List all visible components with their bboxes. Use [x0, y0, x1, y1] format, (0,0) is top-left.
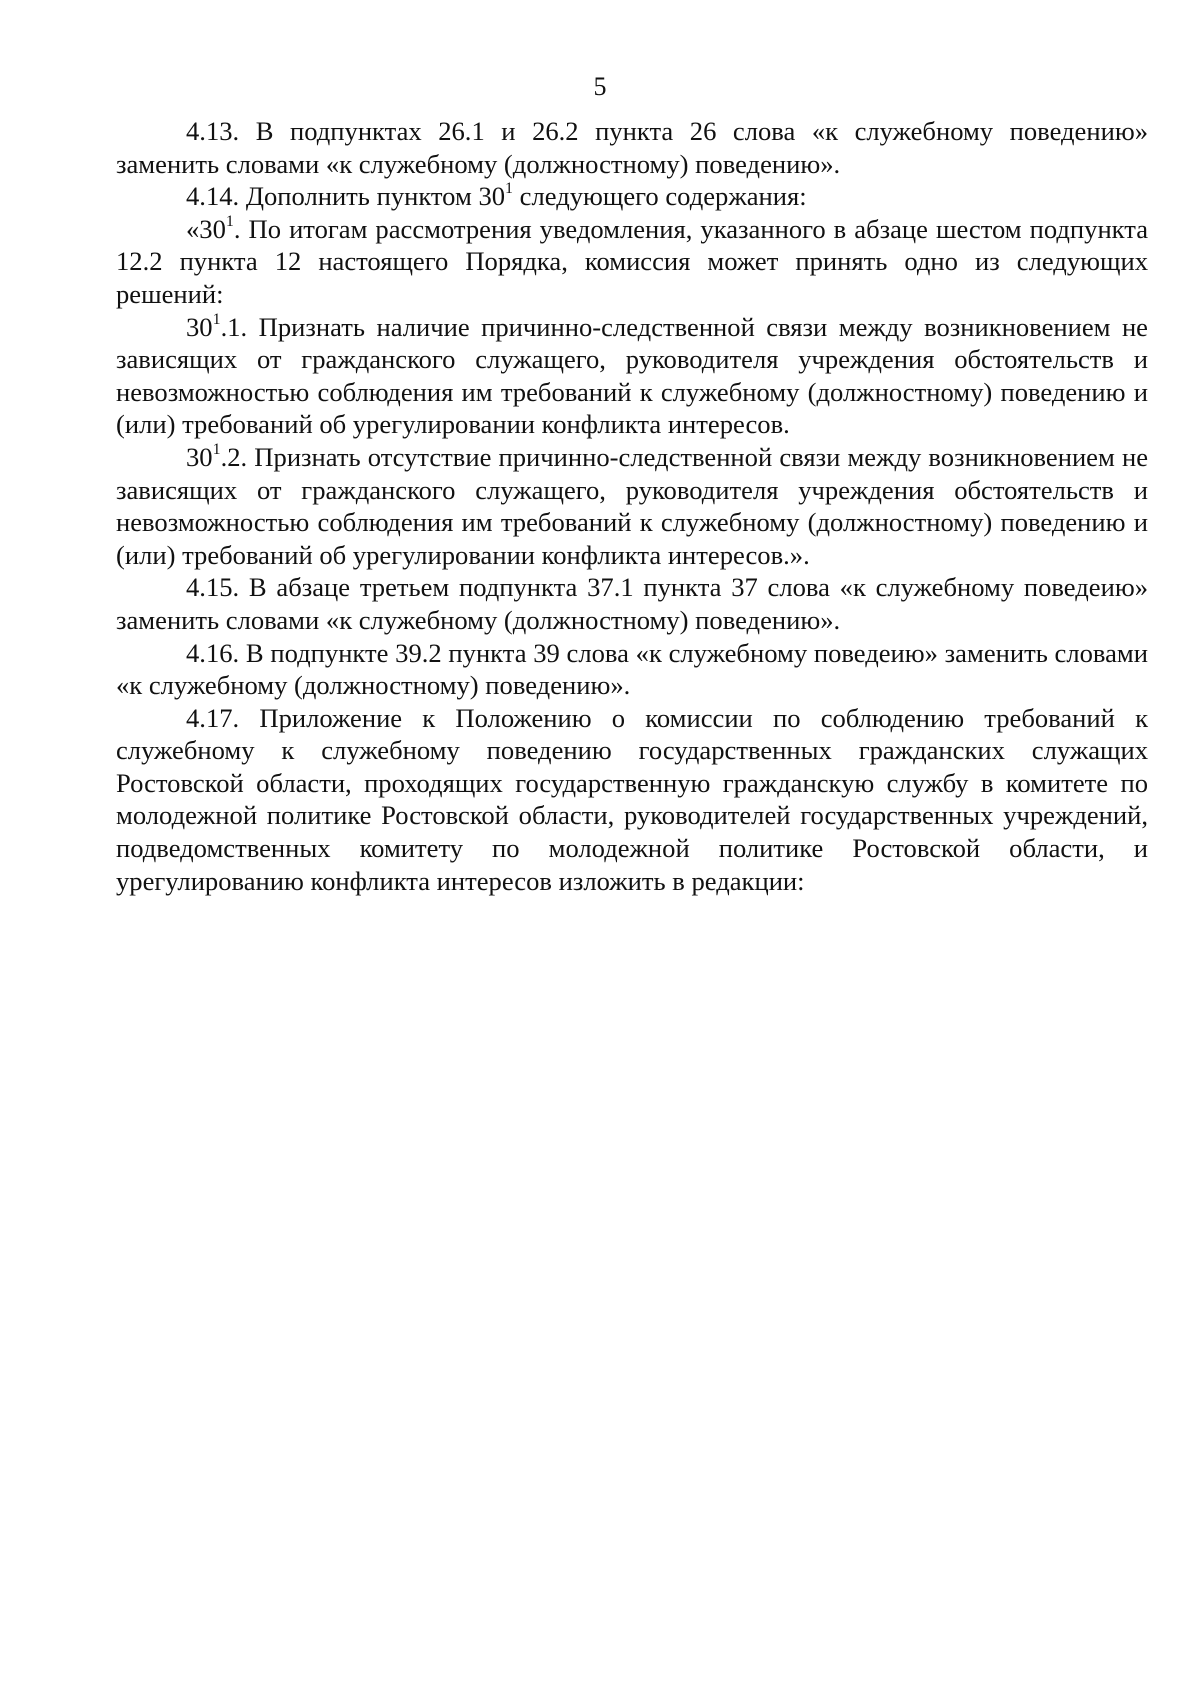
paragraph-30-1 — [116, 213, 1148, 311]
paragraph-text: 30 — [186, 311, 213, 342]
paragraph-text: 30 — [186, 441, 213, 472]
paragraph-4-15: 4.15. В абзаце третьем подпункта 37.1 пункта 37 слова «к служебному поведеию» заменить словами «к служебному (должностному) поведению». — [116, 572, 1148, 635]
document-body — [116, 115, 1148, 897]
paragraph-text: «30 — [186, 213, 226, 244]
superscript: 1 — [505, 180, 514, 198]
paragraph-4-14 — [116, 180, 1148, 213]
paragraph-4-13: 4.13. В подпунктах 26.1 и 26.2 пункта 26 слова «к служебному поведению» заменить словами «к служебному (должностному) поведению». — [116, 116, 1148, 179]
superscript: 1 — [225, 212, 234, 230]
paragraph-4-17: 4.17. Приложение к Положению о комиссии по соблюдению требований к служебному к служебному поведению государственных гражданских служащих Ростовской области, проходящих государственную гражданскую службу в комитете по молодежной политике Ростовской области, руководителей государственных учреждений, подведомственных комитету по молодежной политике Ростовской области, и урегулированию конфликта интересов изложить в редакции: — [116, 702, 1148, 896]
paragraph-30-1-1 — [116, 311, 1148, 441]
paragraph-text: . По итогам рассмотрения уведомления, указанного в абзаце шестом подпункта 12.2 пункта 12 настоящего Порядка, комиссия может принять одно из следующих решений: — [116, 213, 1148, 309]
paragraph-30-1-2 — [116, 441, 1148, 571]
paragraph-4-16: 4.16. В подпункте 39.2 пункта 39 слова «к служебному поведеию» заменить словами «к служебному (должностному) поведению». — [116, 637, 1148, 701]
superscript: 1 — [212, 440, 221, 458]
paragraph-text: .2. Признать отсутствие причинно-следственной связи между возникновением не зависящих от гражданского служащего, руководителя учреждения обстоятельств и невозможностью соблюдения им требований к служебному (должностному) поведению и (или) требований об урегулировании конфликта интересов.». — [116, 441, 1148, 570]
superscript: 1 — [212, 310, 221, 328]
paragraph-text: следующего содержания: — [513, 181, 807, 212]
page-number: 5 — [593, 72, 607, 101]
paragraph-text: 4.14. Дополнить пунктом 30 — [186, 181, 506, 212]
paragraph-text: .1. Признать наличие причинно-следственной связи между возникновением не зависящих от гражданского служащего, руководителя учреждения обстоятельств и невозможностью соблюдения им требований к служебному (должностному) поведению и (или) требований об урегулировании конфликта интересов. — [116, 311, 1148, 440]
